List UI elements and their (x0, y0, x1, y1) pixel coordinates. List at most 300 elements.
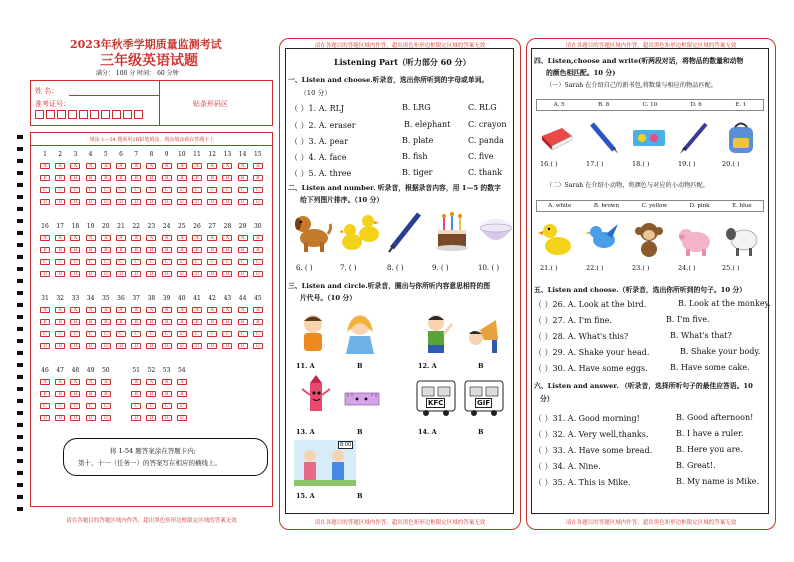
answer-bubble-1-b[interactable]: B (40, 175, 50, 181)
answer-bubble-30-c[interactable]: C (253, 259, 263, 265)
answer-bubble-12-c[interactable]: C (207, 187, 217, 193)
s1-item-2-num: （ ）2. A. eraser (290, 121, 356, 130)
answer-bubble-24-c[interactable]: C (162, 259, 172, 265)
answer-bubble-21-d[interactable]: D (116, 271, 126, 277)
answer-bubble-24-b[interactable]: B (162, 247, 172, 253)
answer-bubble-4-c[interactable]: C (86, 187, 96, 193)
answer-bubble-5-c[interactable]: C (101, 187, 111, 193)
answer-bubble-39-a[interactable]: A (162, 307, 172, 313)
s3-label-14b[interactable]: B (478, 428, 484, 436)
ducks-picture (338, 208, 382, 254)
task2-opt-c: C. yellow (641, 203, 668, 209)
task2-options (536, 200, 764, 212)
answer-bubble-3-a[interactable]: A (70, 163, 80, 169)
question-number: 13 (223, 151, 232, 158)
schoolbag-picture (722, 118, 760, 156)
answer-bubble-41-b[interactable]: B (192, 319, 202, 325)
answer-bubble-50-a[interactable]: A (101, 379, 111, 385)
answer-bubble-40-d[interactable]: D (177, 343, 187, 349)
answer-bubble-10-c[interactable]: C (177, 187, 187, 193)
answer-bubble-27-c[interactable]: C (207, 259, 217, 265)
bowl-picture (476, 208, 516, 254)
answer-bubble-36-a[interactable]: A (116, 307, 126, 313)
answer-bubble-53-d[interactable]: D (162, 415, 172, 421)
s3-label-11a[interactable]: 11. A (296, 362, 315, 370)
answer-bubble-11-d[interactable]: D (192, 199, 202, 205)
s3-label-12a[interactable]: 12. A (418, 362, 437, 370)
answer-bubble-9-b[interactable]: B (162, 175, 172, 181)
answer-bubble-51-d[interactable]: D (131, 415, 141, 421)
blank-20[interactable]: 20.( ) (722, 160, 740, 168)
answer-bubble-53-a[interactable]: A (162, 379, 172, 385)
question-number: 6 (119, 151, 123, 158)
answer-bubble-21-b[interactable]: B (116, 247, 126, 253)
answer-bubble-16-c[interactable]: C (40, 259, 50, 265)
question-number: 11 (193, 151, 201, 158)
answer-bubble-54-a[interactable]: A (177, 379, 187, 385)
answer-bubble-12-a[interactable]: A (207, 163, 217, 169)
answer-bubble-9-d[interactable]: D (162, 199, 172, 205)
answer-bubble-30-a[interactable]: A (253, 235, 263, 241)
blank-21[interactable]: 21.( ) (540, 264, 558, 272)
answer-bubble-30-b[interactable]: B (253, 247, 263, 253)
answer-bubble-45-d[interactable]: D (253, 343, 263, 349)
name-field[interactable] (69, 95, 159, 96)
answer-bubble-47-b[interactable]: B (55, 391, 65, 397)
answer-bubble-25-a[interactable]: A (177, 235, 187, 241)
answer-bubble-27-d[interactable]: D (207, 271, 217, 277)
answer-bubble-44-a[interactable]: A (238, 307, 248, 313)
blank-24[interactable]: 24.( ) (678, 264, 696, 272)
answer-bubble-6-c[interactable]: C (116, 187, 126, 193)
s2-blank-7[interactable]: 7. ( ) (340, 264, 357, 272)
q30-b: B. Have some cake. (670, 363, 750, 372)
answer-bubble-50-d[interactable]: D (101, 415, 111, 421)
answer-bubble-14-a[interactable]: A (238, 163, 248, 169)
answer-bubble-43-c[interactable]: C (222, 331, 232, 337)
listening-heading: Listening Part（听力部分 60 分） (334, 57, 471, 67)
answer-bubble-1-a[interactable]: A (40, 163, 50, 169)
s2-blank-10[interactable]: 10. ( ) (478, 264, 500, 272)
answer-bubble-45-b[interactable]: B (253, 319, 263, 325)
answer-bubble-6-a[interactable]: A (116, 163, 126, 169)
answer-bubble-29-d[interactable]: D (238, 271, 248, 277)
answer-bubble-32-a[interactable]: A (55, 307, 65, 313)
answer-bubble-8-b[interactable]: B (146, 175, 156, 181)
answer-bubble-43-b[interactable]: B (222, 319, 232, 325)
answer-bubble-19-c[interactable]: C (86, 259, 96, 265)
answer-bubble-21-a[interactable]: A (116, 235, 126, 241)
answer-bubble-28-a[interactable]: A (222, 235, 232, 241)
answer-bubble-52-c[interactable]: C (146, 403, 156, 409)
s3-label-13a[interactable]: 13. A (296, 428, 315, 436)
answer-bubble-5-b[interactable]: B (101, 175, 111, 181)
answer-bubble-33-c[interactable]: C (70, 331, 80, 337)
answer-bubble-25-b[interactable]: B (177, 247, 187, 253)
answer-bubble-23-c[interactable]: C (146, 259, 156, 265)
answer-bubble-47-a[interactable]: A (55, 379, 65, 385)
answer-bubble-18-c[interactable]: C (70, 259, 80, 265)
answer-bubble-52-a[interactable]: A (146, 379, 156, 385)
answer-bubble-51-c[interactable]: C (131, 403, 141, 409)
answer-bubble-47-c[interactable]: C (55, 403, 65, 409)
answer-bubble-42-a[interactable]: A (207, 307, 217, 313)
answer-bubble-30-d[interactable]: D (253, 271, 263, 277)
answer-bubble-3-d[interactable]: D (70, 199, 80, 205)
s3-label-11b[interactable]: B (357, 362, 363, 370)
answer-bubble-46-c[interactable]: C (40, 403, 50, 409)
answer-bubble-5-d[interactable]: D (101, 199, 111, 205)
answer-bubble-28-d[interactable]: D (222, 271, 232, 277)
answer-bubble-2-d[interactable]: D (55, 199, 65, 205)
question-number: 17 (56, 223, 64, 230)
answer-bubble-49-a[interactable]: A (86, 379, 96, 385)
question-number: 26 (193, 223, 201, 230)
answer-bubble-54-c[interactable]: C (177, 403, 187, 409)
answer-bubble-22-a[interactable]: A (131, 235, 141, 241)
answer-bubble-11-a[interactable]: A (192, 163, 202, 169)
question-number: 43 (223, 295, 232, 302)
answer-bubble-51-a[interactable]: A (131, 379, 141, 385)
answer-bubble-21-c[interactable]: C (116, 259, 126, 265)
answer-bubble-15-b[interactable]: B (253, 175, 263, 181)
s2-title-2: 给下列图片排序。（10 分） (300, 196, 384, 204)
answer-bubble-20-c[interactable]: C (101, 259, 111, 265)
answer-bubble-16-b[interactable]: B (40, 247, 50, 253)
answer-bubble-3-b[interactable]: B (70, 175, 80, 181)
answer-bubble-42-b[interactable]: B (207, 319, 217, 325)
answer-bubble-23-b[interactable]: B (146, 247, 156, 253)
answer-bubble-29-a[interactable]: A (238, 235, 248, 241)
answer-bubble-14-d[interactable]: D (238, 199, 248, 205)
q30-a: （ ）30. A. Have some eggs. (534, 364, 648, 373)
answer-bubble-31-b[interactable]: B (40, 319, 50, 325)
answer-bubble-37-c[interactable]: C (131, 331, 141, 337)
answer-bubble-19-a[interactable]: A (86, 235, 96, 241)
blank-17[interactable]: 17.( ) (586, 160, 604, 168)
answer-bubble-27-b[interactable]: B (207, 247, 217, 253)
answer-bubble-41-d[interactable]: D (192, 343, 202, 349)
answer-bubble-1-d[interactable]: D (40, 199, 50, 205)
question-number: 29 (238, 223, 247, 230)
answer-bubble-4-b[interactable]: B (86, 175, 96, 181)
answer-bubble-36-c[interactable]: C (116, 331, 126, 337)
answer-bubble-33-b[interactable]: B (70, 319, 80, 325)
question-number: 31 (41, 295, 49, 302)
answer-bubble-34-b[interactable]: B (86, 319, 96, 325)
answer-bubble-39-b[interactable]: B (162, 319, 172, 325)
answer-bubble-13-a[interactable]: A (222, 163, 232, 169)
blank-19[interactable]: 19.( ) (678, 160, 696, 168)
answer-bubble-31-a[interactable]: A (40, 307, 50, 313)
answer-bubble-26-b[interactable]: B (192, 247, 202, 253)
answer-bubble-6-b[interactable]: B (116, 175, 126, 181)
answer-bubble-43-d[interactable]: D (222, 343, 232, 349)
question-number: 27 (208, 223, 216, 230)
answer-bubble-38-b[interactable]: B (146, 319, 156, 325)
answer-bubble-39-d[interactable]: D (162, 343, 172, 349)
bubble-note (63, 438, 268, 476)
question-number: 2 (58, 151, 63, 158)
question-number: 5 (103, 151, 108, 158)
answer-bubble-12-b[interactable]: B (207, 175, 217, 181)
answer-bubble-26-c[interactable]: C (192, 259, 202, 265)
answer-bubble-19-d[interactable]: D (86, 271, 96, 277)
answer-bubble-2-c[interactable]: C (55, 187, 65, 193)
question-number: 44 (238, 295, 247, 302)
blank-18[interactable]: 18.( ) (632, 160, 650, 168)
answer-bubble-45-a[interactable]: A (253, 307, 263, 313)
answer-bubble-54-d[interactable]: D (177, 415, 187, 421)
answer-bubble-46-b[interactable]: B (40, 391, 50, 397)
answer-bubble-19-b[interactable]: B (86, 247, 96, 253)
question-number: 24 (162, 223, 171, 230)
answer-bubble-5-a[interactable]: A (101, 163, 111, 169)
question-number: 54 (177, 367, 186, 374)
answer-bubble-45-c[interactable]: C (253, 331, 263, 337)
bubble-note-line2: 第十、十一（任务一）的答案写在相应的横线上。 (78, 459, 221, 467)
answer-bubble-3-c[interactable]: C (70, 187, 80, 193)
question-number: 42 (208, 295, 216, 302)
answer-bubble-4-d[interactable]: D (86, 199, 96, 205)
s3-label-15a[interactable]: 15. A (296, 492, 315, 500)
s2-blank-8[interactable]: 8. ( ) (387, 264, 404, 272)
answer-bubble-7-d[interactable]: D (131, 199, 141, 205)
s3-label-14a[interactable]: 14. A (418, 428, 437, 436)
question-number: 52 (147, 367, 156, 374)
s3-label-12b[interactable]: B (478, 362, 484, 370)
answer-bubble-7-c[interactable]: C (131, 187, 141, 193)
question-number: 35 (101, 295, 110, 302)
answer-bubble-15-c[interactable]: C (253, 187, 263, 193)
fill-note: 填涂 1—54 题须用2B铅笔填涂，填涂填涂须在答题卡上 (89, 137, 215, 143)
answer-bubble-35-d[interactable]: D (101, 343, 111, 349)
answer-bubble-4-a[interactable]: A (86, 163, 96, 169)
answer-bubble-49-b[interactable]: B (86, 391, 96, 397)
pen-2-picture (676, 118, 714, 156)
answer-bubble-38-c[interactable]: C (146, 331, 156, 337)
alignment-marks (17, 135, 25, 535)
question-number: 12 (208, 151, 216, 158)
margin-note-right-top: 请在各题目的答题区域内作答，超出黑色矩形边框限定区域的答案无效 (565, 43, 737, 49)
question-number: 38 (147, 295, 156, 302)
answer-bubble-22-c[interactable]: C (131, 259, 141, 265)
answer-bubble-29-b[interactable]: B (238, 247, 248, 253)
task2-opt-b: B. brown (593, 203, 620, 209)
answer-bubble-22-d[interactable]: D (131, 271, 141, 277)
answer-bubble-46-a[interactable]: A (40, 379, 50, 385)
answer-bubble-23-a[interactable]: A (146, 235, 156, 241)
answer-bubble-50-b[interactable]: B (101, 391, 111, 397)
answer-bubble-33-d[interactable]: D (70, 343, 80, 349)
answer-bubble-34-a[interactable]: A (86, 307, 96, 313)
answer-bubble-37-b[interactable]: B (131, 319, 141, 325)
answer-bubble-48-d[interactable]: D (70, 415, 80, 421)
answer-bubble-51-b[interactable]: B (131, 391, 141, 397)
answer-bubble-32-d[interactable]: D (55, 343, 65, 349)
task1-options (536, 99, 764, 111)
answer-bubble-29-c[interactable]: C (238, 259, 248, 265)
answer-bubble-39-c[interactable]: C (162, 331, 172, 337)
answer-bubble-11-c[interactable]: C (192, 187, 202, 193)
pencil-picture (584, 118, 622, 156)
duck-picture (538, 218, 576, 258)
s1-item-5-num: （ ）5. A. three (290, 169, 352, 178)
answer-bubble-41-a[interactable]: A (192, 307, 202, 313)
kfc-sign: KFC (428, 399, 444, 407)
answer-bubble-8-c[interactable]: C (146, 187, 156, 193)
margin-note-mid-bottom: 请在各题目的答题区域内作答，超出黑色矩形边框限定区域的答案无效 (314, 520, 486, 526)
s1-item-4-num: （ ）4. A. face (290, 153, 347, 162)
blank-16[interactable]: 16.( ) (540, 160, 558, 168)
answer-bubble-36-d[interactable]: D (116, 343, 126, 349)
answer-bubble-37-a[interactable]: A (131, 307, 141, 313)
question-number: 21 (117, 223, 125, 230)
answer-bubble-16-d[interactable]: D (40, 271, 50, 277)
answer-bubble-36-b[interactable]: B (116, 319, 126, 325)
answer-bubble-2-a[interactable]: A (55, 163, 65, 169)
answer-bubble-42-d[interactable]: D (207, 343, 217, 349)
answer-bubble-48-b[interactable]: B (70, 391, 80, 397)
answer-bubble-54-b[interactable]: B (177, 391, 187, 397)
answer-bubble-11-b[interactable]: B (192, 175, 202, 181)
answer-bubble-53-c[interactable]: C (162, 403, 172, 409)
answer-bubble-48-a[interactable]: A (70, 379, 80, 385)
answer-bubble-13-d[interactable]: D (222, 199, 232, 205)
answer-bubble-20-b[interactable]: B (101, 247, 111, 253)
answer-bubble-10-d[interactable]: D (177, 199, 187, 205)
answer-bubble-18-d[interactable]: D (70, 271, 80, 277)
s2-blank-9[interactable]: 9. ( ) (432, 264, 449, 272)
answer-bubble-7-a[interactable]: A (131, 163, 141, 169)
answer-bubble-35-a[interactable]: A (101, 307, 111, 313)
answer-bubble-44-c[interactable]: C (238, 331, 248, 337)
answer-bubble-28-c[interactable]: C (222, 259, 232, 265)
answer-bubble-18-b[interactable]: B (70, 247, 80, 253)
answer-bubble-27-a[interactable]: A (207, 235, 217, 241)
answer-bubble-15-a[interactable]: A (253, 163, 263, 169)
answer-bubble-28-b[interactable]: B (222, 247, 232, 253)
answer-bubble-35-c[interactable]: C (101, 331, 111, 337)
answer-bubble-42-c[interactable]: C (207, 331, 217, 337)
s2-blank-6[interactable]: 6. ( ) (296, 264, 313, 272)
s1-item-2-b: B. elephant (404, 120, 451, 129)
answer-bubble-31-d[interactable]: D (40, 343, 50, 349)
answer-bubble-23-d[interactable]: D (146, 271, 156, 277)
question-number: 45 (253, 295, 262, 302)
answer-bubble-40-a[interactable]: A (177, 307, 187, 313)
answer-bubble-52-b[interactable]: B (146, 391, 156, 397)
answer-bubble-24-a[interactable]: A (162, 235, 172, 241)
answer-bubble-26-a[interactable]: A (192, 235, 202, 241)
answer-bubble-17-c[interactable]: C (55, 259, 65, 265)
answer-bubble-8-a[interactable]: A (146, 163, 156, 169)
answer-bubble-32-c[interactable]: C (55, 331, 65, 337)
answer-bubble-26-d[interactable]: D (192, 271, 202, 277)
answer-bubble-17-a[interactable]: A (55, 235, 65, 241)
answer-bubble-38-d[interactable]: D (146, 343, 156, 349)
answer-bubble-7-b[interactable]: B (131, 175, 141, 181)
answer-bubble-17-d[interactable]: D (55, 271, 65, 277)
answer-bubble-35-b[interactable]: B (101, 319, 111, 325)
answer-bubble-46-d[interactable]: D (40, 415, 50, 421)
answer-bubble-24-d[interactable]: D (162, 271, 172, 277)
answer-bubble-2-b[interactable]: B (55, 175, 65, 181)
answer-bubble-47-d[interactable]: D (55, 415, 65, 421)
answer-bubble-22-b[interactable]: B (131, 247, 141, 253)
question-number: 46 (41, 367, 49, 374)
answer-bubble-44-d[interactable]: D (238, 343, 248, 349)
answer-bubble-41-c[interactable]: C (192, 331, 202, 337)
question-number: 7 (134, 151, 139, 158)
answer-bubble-49-d[interactable]: D (86, 415, 96, 421)
answer-bubble-25-c[interactable]: C (177, 259, 187, 265)
answer-bubble-40-b[interactable]: B (177, 319, 187, 325)
answer-bubble-16-a[interactable]: A (40, 235, 50, 241)
answer-bubble-6-d[interactable]: D (116, 199, 126, 205)
answer-bubble-10-a[interactable]: A (177, 163, 187, 169)
answer-bubble-40-c[interactable]: C (177, 331, 187, 337)
s3-label-15b[interactable]: B (357, 492, 363, 500)
answer-bubble-15-d[interactable]: D (253, 199, 263, 205)
question-number: 37 (132, 295, 140, 302)
answer-bubble-34-d[interactable]: D (86, 343, 96, 349)
answer-bubble-13-b[interactable]: B (222, 175, 232, 181)
answer-bubble-25-d[interactable]: D (177, 271, 187, 277)
s3-label-13b[interactable]: B (357, 428, 363, 436)
blank-22[interactable]: 22.( ) (586, 264, 604, 272)
answer-bubble-38-a[interactable]: A (146, 307, 156, 313)
answer-bubble-9-c[interactable]: C (162, 187, 172, 193)
answer-bubble-43-a[interactable]: A (222, 307, 232, 313)
s1-item-3-c: C. panda (468, 136, 504, 145)
answer-bubble-1-c[interactable]: C (40, 187, 50, 193)
answer-bubble-32-b[interactable]: B (55, 319, 65, 325)
answer-bubble-48-c[interactable]: C (70, 403, 80, 409)
answer-bubble-14-c[interactable]: C (238, 187, 248, 193)
answer-bubble-34-c[interactable]: C (86, 331, 96, 337)
answer-bubble-9-a[interactable]: A (162, 163, 172, 169)
answer-bubble-12-d[interactable]: D (207, 199, 217, 205)
answer-bubble-53-b[interactable]: B (162, 391, 172, 397)
q33-b: B. Here you are. (676, 445, 743, 454)
answer-bubble-33-a[interactable]: A (70, 307, 80, 313)
answer-bubble-18-a[interactable]: A (70, 235, 80, 241)
q29-b: B. Shake your body. (680, 347, 761, 356)
answer-bubble-17-b[interactable]: B (55, 247, 65, 253)
bubble-note-line1: 将 1-54 题答案涂在答题卡内; (110, 447, 196, 455)
answer-bubble-10-b[interactable]: B (177, 175, 187, 181)
answer-bubble-20-a[interactable]: A (101, 235, 111, 241)
answer-bubble-20-d[interactable]: D (101, 271, 111, 277)
s1-item-1-c: C. RLG (468, 103, 497, 112)
answer-bubble-13-c[interactable]: C (222, 187, 232, 193)
answer-bubble-44-b[interactable]: B (238, 319, 248, 325)
answer-bubble-31-c[interactable]: C (40, 331, 50, 337)
s1-item-1-num: （ ）1. A. RLJ (290, 104, 345, 113)
question-number: 39 (162, 295, 171, 302)
answer-bubble-49-c[interactable]: C (86, 403, 96, 409)
answer-bubble-50-c[interactable]: C (101, 403, 111, 409)
blank-25[interactable]: 25.( ) (722, 264, 740, 272)
question-number: 25 (177, 223, 186, 230)
answer-bubble-8-d[interactable]: D (146, 199, 156, 205)
id-field[interactable] (35, 110, 157, 122)
blank-23[interactable]: 23.( ) (632, 264, 650, 272)
answer-bubble-52-d[interactable]: D (146, 415, 156, 421)
answer-bubble-37-d[interactable]: D (131, 343, 141, 349)
answer-bubble-14-b[interactable]: B (238, 175, 248, 181)
